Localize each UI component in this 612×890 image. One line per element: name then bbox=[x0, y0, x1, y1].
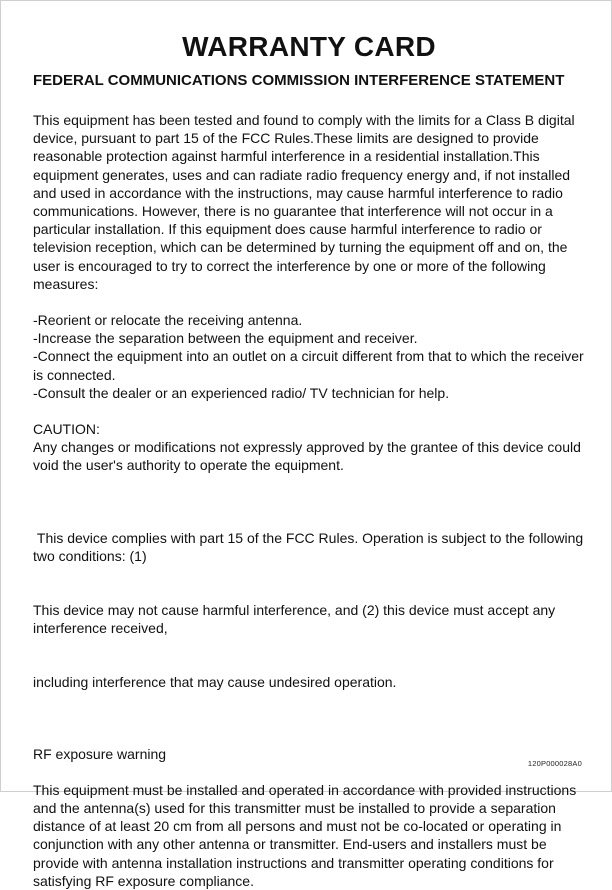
measure-item: -Reorient or relocate the receiving antenna. bbox=[33, 312, 303, 329]
page-title: WARRANTY CARD bbox=[182, 31, 436, 62]
compliance-line: including interference that may cause undesired operation. bbox=[33, 674, 397, 691]
caution-heading: CAUTION: bbox=[33, 421, 100, 438]
measures-list bbox=[33, 311, 585, 402]
compliance-line: This device may not cause harmful interference, and (2) this device must accept any interference received, bbox=[33, 602, 560, 637]
rf-exposure-text: This equipment must be installed and operated in accordance with provided instructions and the antenna(s) used for this transmitter must be installed to provide a separation distance of at least 20 cm from all persons and must not be co-located or operating in conjunction with any other antenna or transmitter. End-users and installers must be provide with antenna installation instructions and transmitter operating conditions for satisfying RF exposure compliance. bbox=[33, 781, 577, 889]
caution-text: Any changes or modifications not expressly approved by the grantee of this device could void the user's authority to operate the equipment. bbox=[33, 439, 581, 474]
measure-item: -Connect the equipment into an outlet on a circuit different from that to which the receiver is connected. bbox=[33, 348, 584, 383]
fcc-statement-paragraph: This equipment has been tested and found to comply with the limits for a Class B digital device, pursuant to part 15 of the FCC Rules.These limits are designed to provide reasonable protection against harmful interference in a residential installation.This equipment generates, uses and can radiate radio frequency energy and, if not installed and used in accordance with the instructions, may cause harmful interference to radio communications. However, there is no guarantee that interference will not occur in a particular installation. If this equipment does cause harmful interference to radio or television reception, which can be determined by turning the equipment off and on, the user is encouraged to try to correct the interference by one or more of the following measures: bbox=[33, 112, 575, 292]
measure-item: -Consult the dealer or an experienced radio/ TV technician for help. bbox=[33, 384, 450, 401]
rf-exposure-heading: RF exposure warning bbox=[33, 745, 167, 762]
warranty-card-document bbox=[33, 30, 588, 890]
compliance-section bbox=[33, 493, 588, 728]
part-number-code: 120P000028A0 bbox=[527, 759, 582, 768]
measure-item: -Increase the separation between the equipment and receiver. bbox=[33, 330, 418, 347]
section-heading-fcc: FEDERAL COMMUNICATIONS COMMISSION INTERFERENCE STATEMENT bbox=[33, 72, 565, 89]
compliance-line: This device complies with part 15 of the FCC Rules. Operation is subject to the following two conditions: (1) bbox=[33, 529, 588, 564]
caution-section bbox=[33, 420, 585, 475]
